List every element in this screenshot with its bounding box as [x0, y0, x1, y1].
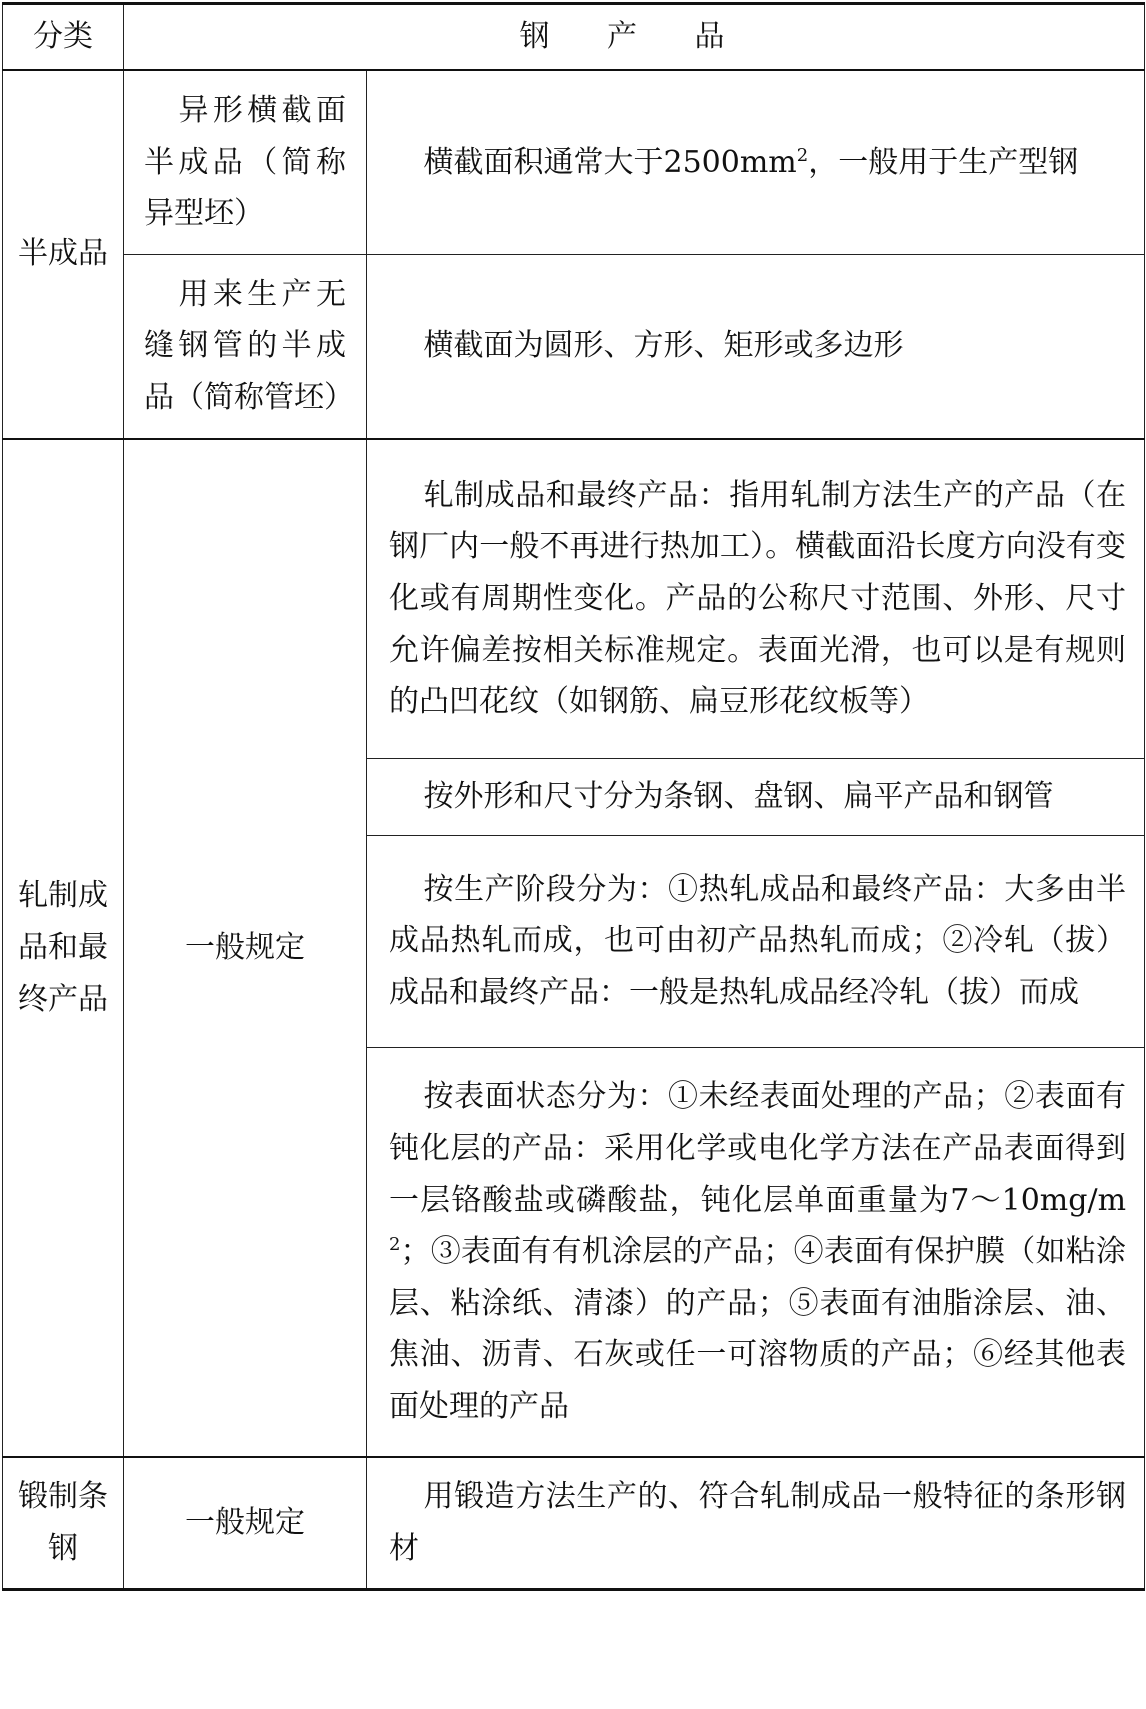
header-steel-products-text: 钢 产 品	[519, 19, 749, 55]
header-steel-products	[124, 4, 1145, 71]
rolled-desc-3: 按生产阶段分为：①热轧成品和最终产品：大多由半成品热轧而成，也可由初产品热轧而成；②冷轧（拔）成品和最终产品：一般是热轧成品经冷轧（拔）而成	[367, 835, 1145, 1047]
forged-type: 一般规定	[124, 1457, 367, 1589]
rolled-desc-4: 按表面状态分为：①未经表面处理的产品；②表面有钝化层的产品：采用化学或电化学方法在产品表面得到一层铬酸盐或磷酸盐，钝化层单面重量为$7\sim 10mg/m^2$；③表面有有机涂层的产品；④表面有保护膜（如粘涂层、粘涂纸、清漆）的产品；⑤表面有油脂涂层、油、焦油、沥青、石灰或任一可溶物质的产品；⑥经其他表面处理的产品	[367, 1047, 1145, 1457]
header-category: 分类	[3, 4, 124, 71]
semi-finished-row-1	[3, 70, 1145, 254]
forged-desc: 用锻造方法生产的、符合轧制成品一般特征的条形钢材	[367, 1457, 1145, 1589]
rolled-row-1	[3, 439, 1145, 759]
semi-finished-row-2	[3, 254, 1145, 438]
semi-finished-type-1: 异形横截面半成品（简称异型坯）	[124, 70, 367, 254]
rolled-category: 轧制成品和最终产品	[3, 439, 124, 1458]
semi-finished-category: 半成品	[3, 70, 124, 439]
forged-category: 锻制条钢	[3, 1457, 124, 1589]
header-row	[3, 4, 1145, 71]
forged-row	[3, 1457, 1145, 1589]
rolled-type: 一般规定	[124, 439, 367, 1458]
rolled-desc-1: 轧制成品和最终产品：指用轧制方法生产的产品（在钢厂内一般不再进行热加工）。横截面沿长度方向没有变化或有周期性变化。产品的公称尺寸范围、外形、尺寸允许偏差按相关标准规定。表面光滑，也可以是有规则的凸凹花纹（如钢筋、扁豆形花纹板等）	[367, 439, 1145, 759]
rolled-desc-2: 按外形和尺寸分为条钢、盘钢、扁平产品和钢管	[367, 759, 1145, 836]
steel-products-table	[2, 2, 1145, 1591]
semi-finished-desc-1: 横截面积通常大于$2500mm^2$，一般用于生产型钢	[367, 70, 1145, 254]
semi-finished-type-2: 用来生产无缝钢管的半成品（简称管坯）	[124, 254, 367, 438]
semi-finished-desc-2: 横截面为圆形、方形、矩形或多边形	[367, 254, 1145, 438]
